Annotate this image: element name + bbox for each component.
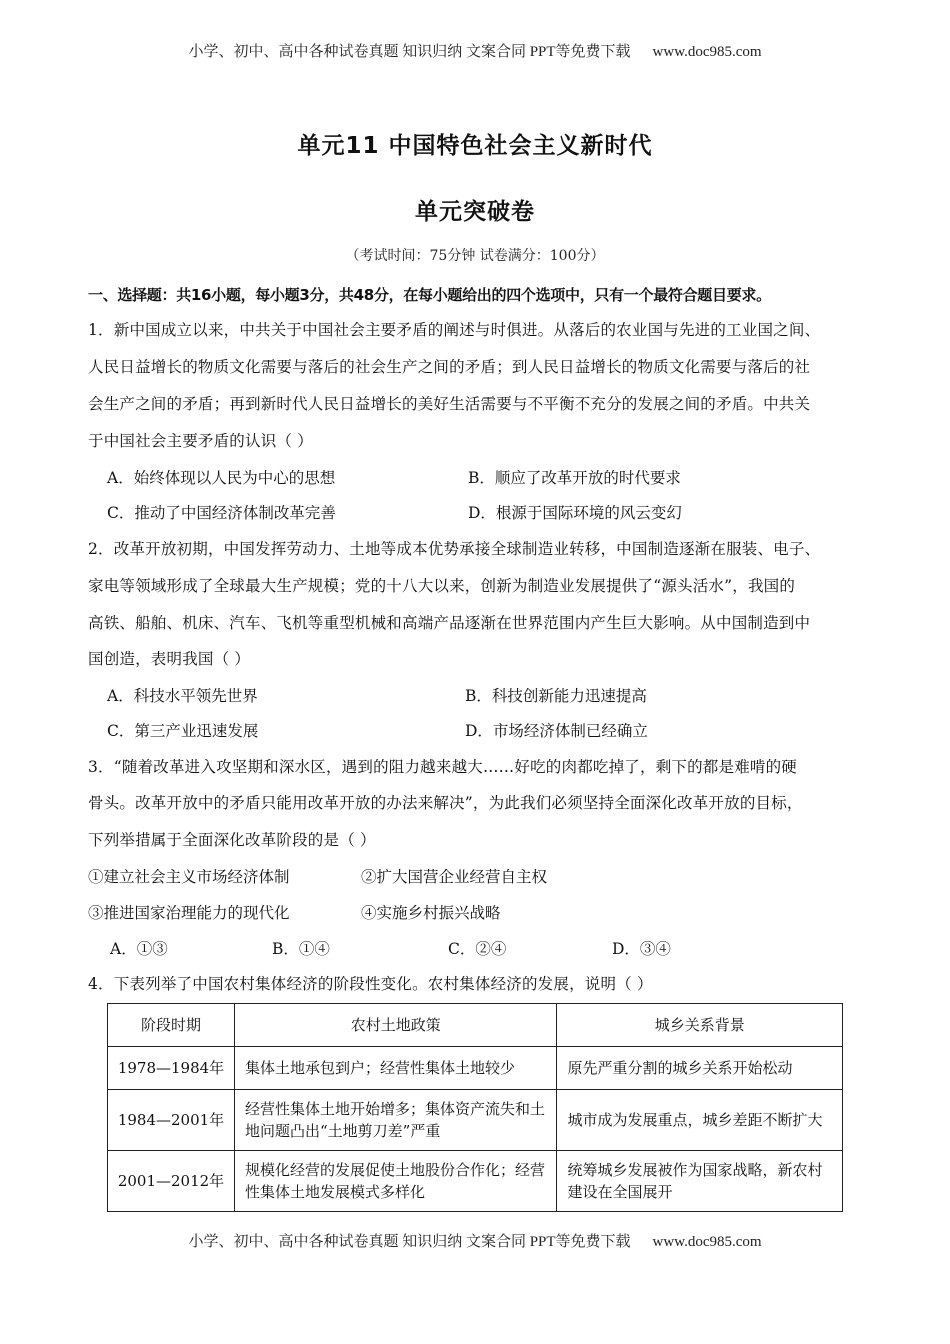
header-text: 小学、初中、高中各种试卷真题 知识归纳 文案合同 PPT等免费下载 bbox=[188, 44, 631, 60]
option-a[interactable]: A．始终体现以人民为中心的思想 bbox=[107, 469, 336, 487]
option-b[interactable]: B．科技创新能力迅速提高 bbox=[465, 687, 647, 705]
table-cell-background: 城市成为发展重点，城乡差距不断扩大 bbox=[557, 1090, 843, 1151]
page-footer bbox=[0, 1230, 950, 1251]
statement-1: ①建立社会主义市场经济体制 bbox=[88, 868, 290, 886]
question-text-line: 3．“随着改革进入攻坚期和深水区，遇到的阻力越来越大……好吃的肉都吃掉了，剩下的都是难啃的硬 bbox=[88, 758, 797, 776]
option-a[interactable]: A．①③ bbox=[110, 940, 168, 958]
header-url: www.doc985.com bbox=[652, 44, 762, 60]
rural-economy-table bbox=[107, 1003, 843, 1212]
question-text-line: 骨头。改革开放中的矛盾只能用改革开放的办法来解决”，为此我们必须坚持全面深化改革开放的目标， bbox=[88, 794, 803, 812]
option-b[interactable]: B．①④ bbox=[272, 940, 330, 958]
question-text-line: 2．改革开放初期，中国发挥劳动力、土地等成本优势承接全球制造业转移，中国制造逐渐在服装、电子、 bbox=[88, 540, 821, 558]
table-row bbox=[108, 1090, 843, 1151]
table-row bbox=[108, 1151, 843, 1212]
option-d[interactable]: D．根源于国际环境的风云变幻 bbox=[468, 504, 682, 522]
document-subtitle: 单元突破卷 bbox=[415, 199, 535, 225]
table-header-cell: 阶段时期 bbox=[108, 1004, 235, 1047]
table-cell-period: 1978—1984年 bbox=[108, 1047, 235, 1090]
document-title: 单元11 中国特色社会主义新时代 bbox=[297, 133, 653, 159]
table-cell-policy: 规模化经营的发展促使土地股份合作化；经营性集体土地发展模式多样化 bbox=[234, 1151, 556, 1212]
question-text-line: 家电等领域形成了全球最大生产规模；党的十八大以来，创新为制造业发展提供了“源头活水”，我国的 bbox=[88, 577, 796, 595]
question-text-line: 会生产之间的矛盾；再到新时代人民日益增长的美好生活需要与不平衡不充分的发展之间的矛盾。中共关 bbox=[88, 395, 811, 413]
table-cell-period: 1984—2001年 bbox=[108, 1090, 235, 1151]
question-text-line: 高铁、船舶、机床、汽车、飞机等重型机械和高端产品逐渐在世界范围内产生巨大影响。从中国制造到中 bbox=[88, 614, 811, 632]
table-row bbox=[108, 1047, 843, 1090]
table-header-cell: 城乡关系背景 bbox=[557, 1004, 843, 1047]
table-cell-background: 统筹城乡发展被作为国家战略，新农村建设在全国展开 bbox=[557, 1151, 843, 1212]
footer-url: www.doc985.com bbox=[652, 1234, 762, 1250]
question-text-line: 于中国社会主要矛盾的认识（ ） bbox=[88, 432, 313, 450]
question-text-line: 4．下表列举了中国农村集体经济的阶段性变化。农村集体经济的发展，说明（ ） bbox=[88, 975, 653, 993]
option-a[interactable]: A．科技水平领先世界 bbox=[107, 687, 258, 705]
section-heading: 一、选择题：共16小题，每小题3分，共48分，在每小题给出的四个选项中，只有一个最符合题目要求。 bbox=[88, 286, 771, 304]
option-c[interactable]: C．推动了中国经济体制改革完善 bbox=[107, 504, 336, 522]
table-header-row bbox=[108, 1004, 843, 1047]
statement-4: ④实施乡村振兴战略 bbox=[361, 904, 501, 922]
option-b[interactable]: B．顺应了改革开放的时代要求 bbox=[468, 469, 681, 487]
option-c[interactable]: C．第三产业迅速发展 bbox=[107, 722, 259, 740]
statement-3: ③推进国家治理能力的现代化 bbox=[88, 904, 290, 922]
table-cell-policy: 经营性集体土地开始增多；集体资产流失和土地问题凸出“土地剪刀差”严重 bbox=[234, 1090, 556, 1151]
option-d[interactable]: D．③④ bbox=[612, 940, 671, 958]
footer-text: 小学、初中、高中各种试卷真题 知识归纳 文案合同 PPT等免费下载 bbox=[188, 1234, 631, 1250]
table-cell-period: 2001—2012年 bbox=[108, 1151, 235, 1212]
option-d[interactable]: D．市场经济体制已经确立 bbox=[465, 722, 648, 740]
question-text-line: 1．新中国成立以来，中共关于中国社会主要矛盾的阐述与时俱进。从落后的农业国与先进的工业国之间、 bbox=[88, 321, 821, 339]
page-header bbox=[0, 40, 950, 61]
exam-info: （考试时间：75分钟 试卷满分：100分） bbox=[345, 248, 605, 264]
question-text-line: 国创造，表明我国（ ） bbox=[88, 650, 251, 668]
table-cell-policy: 集体土地承包到户；经营性集体土地较少 bbox=[234, 1047, 556, 1090]
table-cell-background: 原先严重分割的城乡关系开始松动 bbox=[557, 1047, 843, 1090]
option-c[interactable]: C．②④ bbox=[448, 940, 507, 958]
table-header-cell: 农村土地政策 bbox=[234, 1004, 556, 1047]
question-text-line: 下列举措属于全面深化改革阶段的是（ ） bbox=[88, 831, 376, 849]
question-text-line: 人民日益增长的物质文化需要与落后的社会生产之间的矛盾；到人民日益增长的物质文化需要与落后的社 bbox=[88, 358, 811, 376]
statement-2: ②扩大国营企业经营自主权 bbox=[361, 868, 548, 886]
